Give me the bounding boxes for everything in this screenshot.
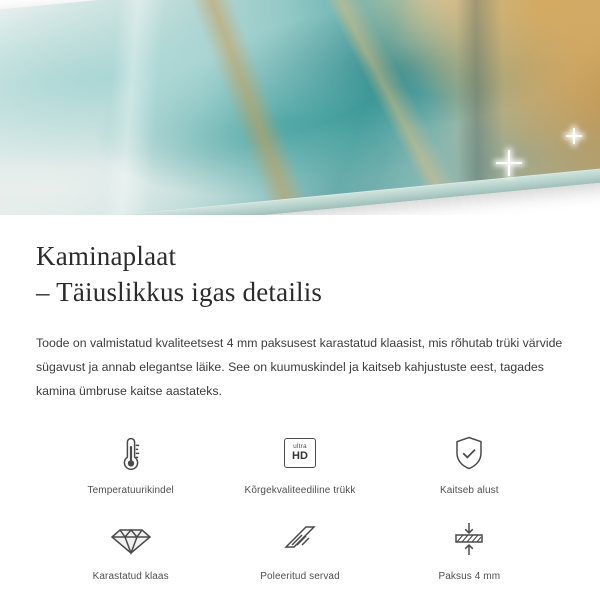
ultra-hd-bottom-text: HD bbox=[292, 450, 308, 463]
page-title-line-1: Kaminaplaat bbox=[36, 241, 177, 271]
ultra-hd-badge-icon bbox=[277, 430, 323, 476]
feature-label: Karastatud klaas bbox=[92, 571, 169, 583]
feature-item bbox=[46, 430, 215, 496]
feature-item bbox=[215, 430, 384, 496]
page-title-line-2: – Täiuslikkus igas detailis bbox=[36, 276, 323, 307]
thickness-arrows-icon bbox=[446, 516, 492, 562]
product-description: Toode on valmistatud kvaliteetsest 4 mm paksusest karastatud klaasist, mis rõhutab trüki värvide sügavust ja annab elegantse läike. See on kuumuskindel ja kaitseb kahjustuste eest, tagades kamina ümbruse kaitse aastateks. bbox=[36, 336, 563, 399]
content-section bbox=[0, 215, 600, 582]
feature-label: Temperatuurikindel bbox=[87, 485, 174, 497]
feature-label: Paksus 4 mm bbox=[438, 571, 501, 583]
feature-label: Kõrgekvaliteediline trükk bbox=[244, 485, 356, 497]
feature-item bbox=[385, 430, 554, 496]
page-title bbox=[36, 239, 564, 310]
polished-edges-icon bbox=[277, 516, 323, 562]
ultra-hd-top-text: ultra bbox=[293, 442, 307, 450]
shield-check-icon bbox=[446, 430, 492, 476]
thermometer-icon bbox=[108, 430, 154, 476]
hero-image bbox=[0, 0, 600, 215]
feature-label: Poleeritud servad bbox=[260, 571, 340, 583]
feature-item bbox=[215, 516, 384, 582]
feature-grid bbox=[36, 430, 564, 582]
feature-label: Kaitseb alust bbox=[440, 485, 499, 497]
diamond-icon bbox=[108, 516, 154, 562]
feature-item bbox=[385, 516, 554, 582]
glass-panel-photo bbox=[0, 0, 600, 215]
feature-item bbox=[46, 516, 215, 582]
